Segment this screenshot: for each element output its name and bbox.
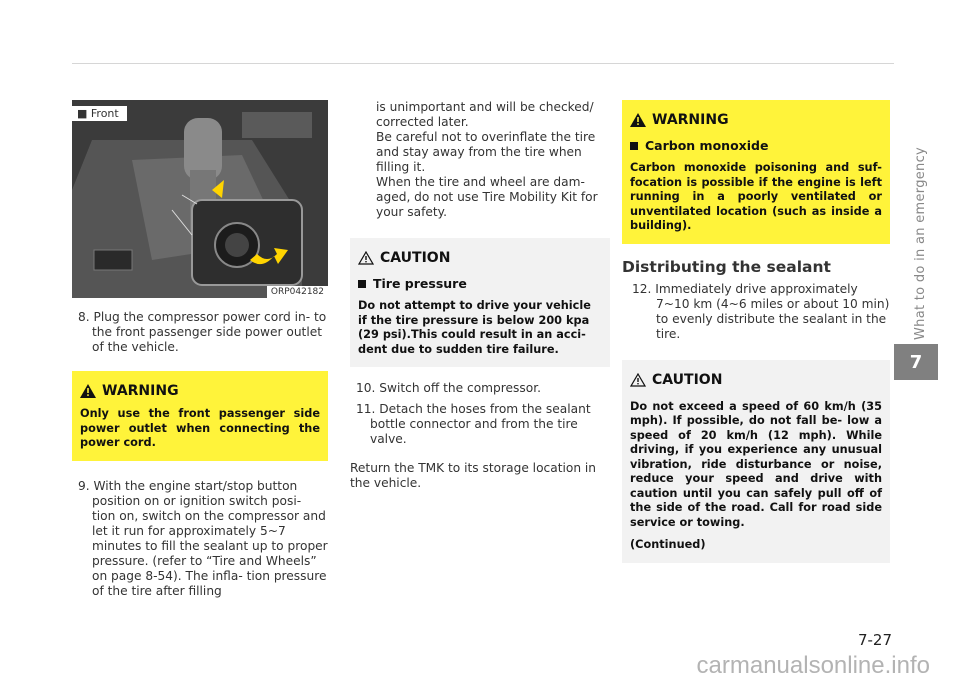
step-8: 8. Plug the compressor power cord in- to the front passenger side power outlet of the vehicle. [78,310,327,354]
page-number: 7-27 [857,631,892,649]
warning-body: Only use the front passenger side power outlet when connecting the power cord. [80,407,320,449]
caution-tire-pressure [350,238,610,367]
caution-body: Do not attempt to drive your vehicle if the tire pressure is below 200 kpa (29 psi).This could result in an acci- dent due to sudden tire failure. [358,299,591,356]
console-illustration [72,100,328,298]
bullet-square-icon [630,142,638,150]
caution-subtitle-text: Tire pressure [373,276,467,291]
caution-title: CAUTION [652,371,723,388]
step-9: 9. With the engine start/stop button position on or ignition switch posi- tion on, switch on the compressor and let it run for approximately 5~7 minutes to fill the sealant up to proper pressure. (refer to “Tire and Wheels” on page 8-54). The infla- tion pressure of the tire after filling [78,478,328,598]
warning-carbon-monoxide [622,100,890,244]
caution-speed [622,360,890,563]
section-title: Distributing the sealant [622,257,831,276]
warning-body: Carbon monoxide poisoning and suf- focation is possible if the engine is left running in a poorly ventilated or unventilated location (such as inside a building). [630,161,882,232]
figure-label: ■ Front [72,106,127,121]
warning-triangle-icon [630,113,646,127]
caution-triangle-icon [630,373,646,387]
caution-continued: (Continued) [630,538,706,551]
bullet-square-icon [358,280,366,288]
figure-code: ORP042182 [267,286,328,298]
caution-body: Do not exceed a speed of 60 km/h (35 mph). If possible, do not fall be- low a speed of 20 km/h (12 mph). While driving, if you experience any unusual vibration, ride disturbance or noise, reduce your speed and drive with caution until you can safely pull off of the side of the road. Call for road side service or towing. [630,399,882,529]
step-9-cont-1: is unimportant and will be checked/ corrected later. [376,100,594,129]
caution-header [630,372,882,388]
step-9-continued [350,100,610,220]
step-10: 10. Switch off the compressor. [356,381,541,395]
caution-title: CAUTION [380,250,451,266]
warning-header [630,112,882,128]
warning-title: WARNING [102,383,179,399]
warning-triangle-icon [80,384,96,398]
caution-triangle-icon [358,251,374,265]
step-11: 11. Detach the hoses from the sealant bottle connector and from the tire valve. [356,402,591,446]
return-instruction: Return the TMK to its storage location in the vehicle. [350,461,597,490]
chapter-title-vertical [897,110,928,350]
column-2 [350,100,610,491]
chapter-tab: 7 [894,344,938,380]
step-9-cont-2: Be careful not to overinflate the tire and stay away from the tire when filling it. [376,130,596,174]
watermark: carmanualsonline.info [696,652,930,679]
warning-subtitle-text: Carbon monoxide [645,138,769,153]
warning-header [80,383,320,399]
column-1 [72,100,328,599]
header-rule [72,63,894,64]
column-3 [622,100,890,563]
step-12: 12. Immediately drive approximately 7~10 km (4~6 miles or about 10 min) to evenly distribute the sealant in the tire. [632,281,890,341]
warning-title: WARNING [652,112,729,128]
chapter-title: What to do in an emergency [913,146,928,340]
warning-power-outlet [72,371,328,461]
step-9-cont-3: When the tire and wheel are dam- aged, do not use Tire Mobility Kit for your safety. [376,175,598,219]
caution-subtitle [358,276,602,291]
warning-subtitle [630,138,882,153]
caution-header [358,250,602,266]
figure-console [72,100,328,298]
